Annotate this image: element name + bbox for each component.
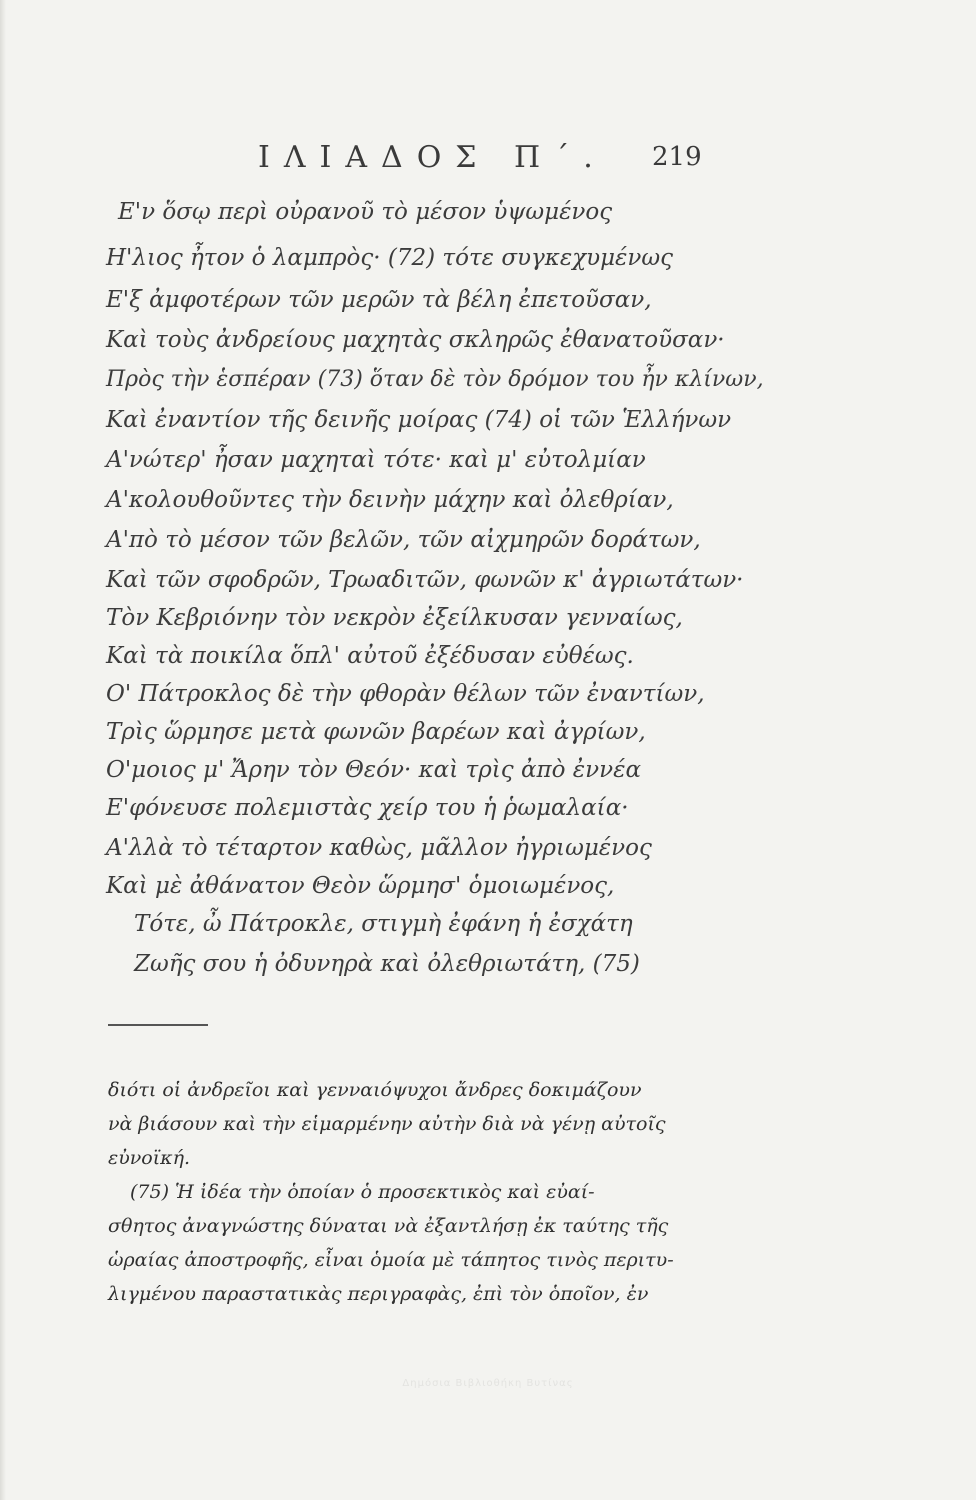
verse-line: Ο'μοιος μ' Ἄρην τὸν Θεόν· καὶ τρὶς ἀπὸ ἐννέα bbox=[106, 757, 641, 783]
page-header bbox=[0, 140, 976, 180]
verse-line: Ο' Πάτροκλος δὲ τὴν φθορὰν θέλων τῶν ἐναντίων, bbox=[106, 681, 705, 707]
verse-line: Τὸν Κεβριόνην τὸν νεκρὸν ἐξείλκυσαν γενναίως, bbox=[106, 605, 683, 631]
verse-line: Τρὶς ὥρμησε μετὰ φωνῶν βαρέων καὶ ἀγρίων, bbox=[106, 719, 646, 745]
running-title: ΙΛΙΑΔΟΣ Π΄. bbox=[258, 140, 607, 175]
verse-line: Καὶ τῶν σφοδρῶν, Τρωαδιτῶν, φωνῶν κ' ἀγριωτάτων· bbox=[106, 567, 744, 593]
footnote-line: εὐνοϊκή. bbox=[108, 1147, 191, 1169]
verse-line: Καὶ τὰ ποικίλα ὅπλ' αὐτοῦ ἐξέδυσαν εὐθέως. bbox=[106, 643, 634, 669]
verse-line: Ε'φόνευσε πολεμιστὰς χείρ του ἡ ῥωμαλαία· bbox=[106, 795, 629, 821]
library-watermark: Δημόσια Βιβλιοθήκη Βυτίνας bbox=[402, 1378, 574, 1389]
verse-line: Η'λιος ἦτον ὁ λαμπρὸς· (72) τότε συγκεχυμένως bbox=[106, 245, 674, 271]
verse-line: Α'πὸ τὸ μέσον τῶν βελῶν, τῶν αἰχμηρῶν δοράτων, bbox=[106, 527, 701, 553]
verse-line: Ε'ξ ἀμφοτέρων τῶν μερῶν τὰ βέλη ἐπετοῦσαν, bbox=[106, 287, 652, 313]
footnote-rule bbox=[108, 1024, 208, 1026]
footnote-line: διότι οἱ ἀνδρεῖοι καὶ γενναιόψυχοι ἄνδρες δοκιμάζουν bbox=[108, 1079, 642, 1101]
verse-line: Καὶ τοὺς ἀνδρείους μαχητὰς σκληρῶς ἐθανατοῦσαν· bbox=[106, 327, 725, 353]
verse-line: Καὶ μὲ ἀθάνατον Θεὸν ὥρμησ' ὁμοιωμένος, bbox=[106, 873, 615, 899]
verse-line: Α'κολουθοῦντες τὴν δεινὴν μάχην καὶ ὀλεθρίαν, bbox=[106, 487, 674, 513]
verse-line: Ε'ν ὅσῳ περὶ οὐρανοῦ τὸ μέσον ὑψωμένος bbox=[118, 199, 613, 225]
page-edge-shadow bbox=[0, 0, 6, 1500]
verse-line: Καὶ ἐναντίον τῆς δεινῆς μοίρας (74) οἱ τῶν Ἑλλήνων bbox=[106, 407, 732, 433]
verse-line: Πρὸς τὴν ἑσπέραν (73) ὅταν δὲ τὸν δρόμον του ἦν κλίνων, bbox=[106, 367, 764, 392]
footnote-line: λιγμένου παραστατικὰς περιγραφὰς, ἐπὶ τὸν ὁποῖον, ἐν bbox=[108, 1283, 649, 1305]
verse-line: Τότε, ὦ Πάτροκλε, στιγμὴ ἐφάνη ἡ ἐσχάτη bbox=[134, 911, 633, 937]
footnote-line: σθητος ἀναγνώστης δύναται νὰ ἐξαντλήσῃ ἐκ ταύτης τῆς bbox=[108, 1215, 669, 1237]
footnote-line: (75) Ἡ ἰδέα τὴν ὁποίαν ὁ προσεκτικὸς καὶ εὐαί- bbox=[130, 1181, 595, 1203]
verse-line: Α'νώτερ' ἦσαν μαχηταὶ τότε· καὶ μ' εὐτολμίαν bbox=[106, 447, 646, 473]
footnote-line: νὰ βιάσουν καὶ τὴν εἱμαρμένην αὐτὴν διὰ νὰ γένῃ αὐτοῖς bbox=[108, 1113, 666, 1135]
page-number: 219 bbox=[652, 142, 702, 172]
footnote-line: ὡραίας ἀποστροφῆς, εἶναι ὁμοία μὲ τάπητος τινὸς περιτυ- bbox=[108, 1249, 674, 1271]
verse-line: Α'λλὰ τὸ τέταρτον καθὼς, μᾶλλον ἠγριωμένος bbox=[106, 835, 652, 861]
verse-line: Ζωῆς σου ἡ ὀδυνηρὰ καὶ ὀλεθριωτάτη, (75) bbox=[134, 951, 640, 977]
